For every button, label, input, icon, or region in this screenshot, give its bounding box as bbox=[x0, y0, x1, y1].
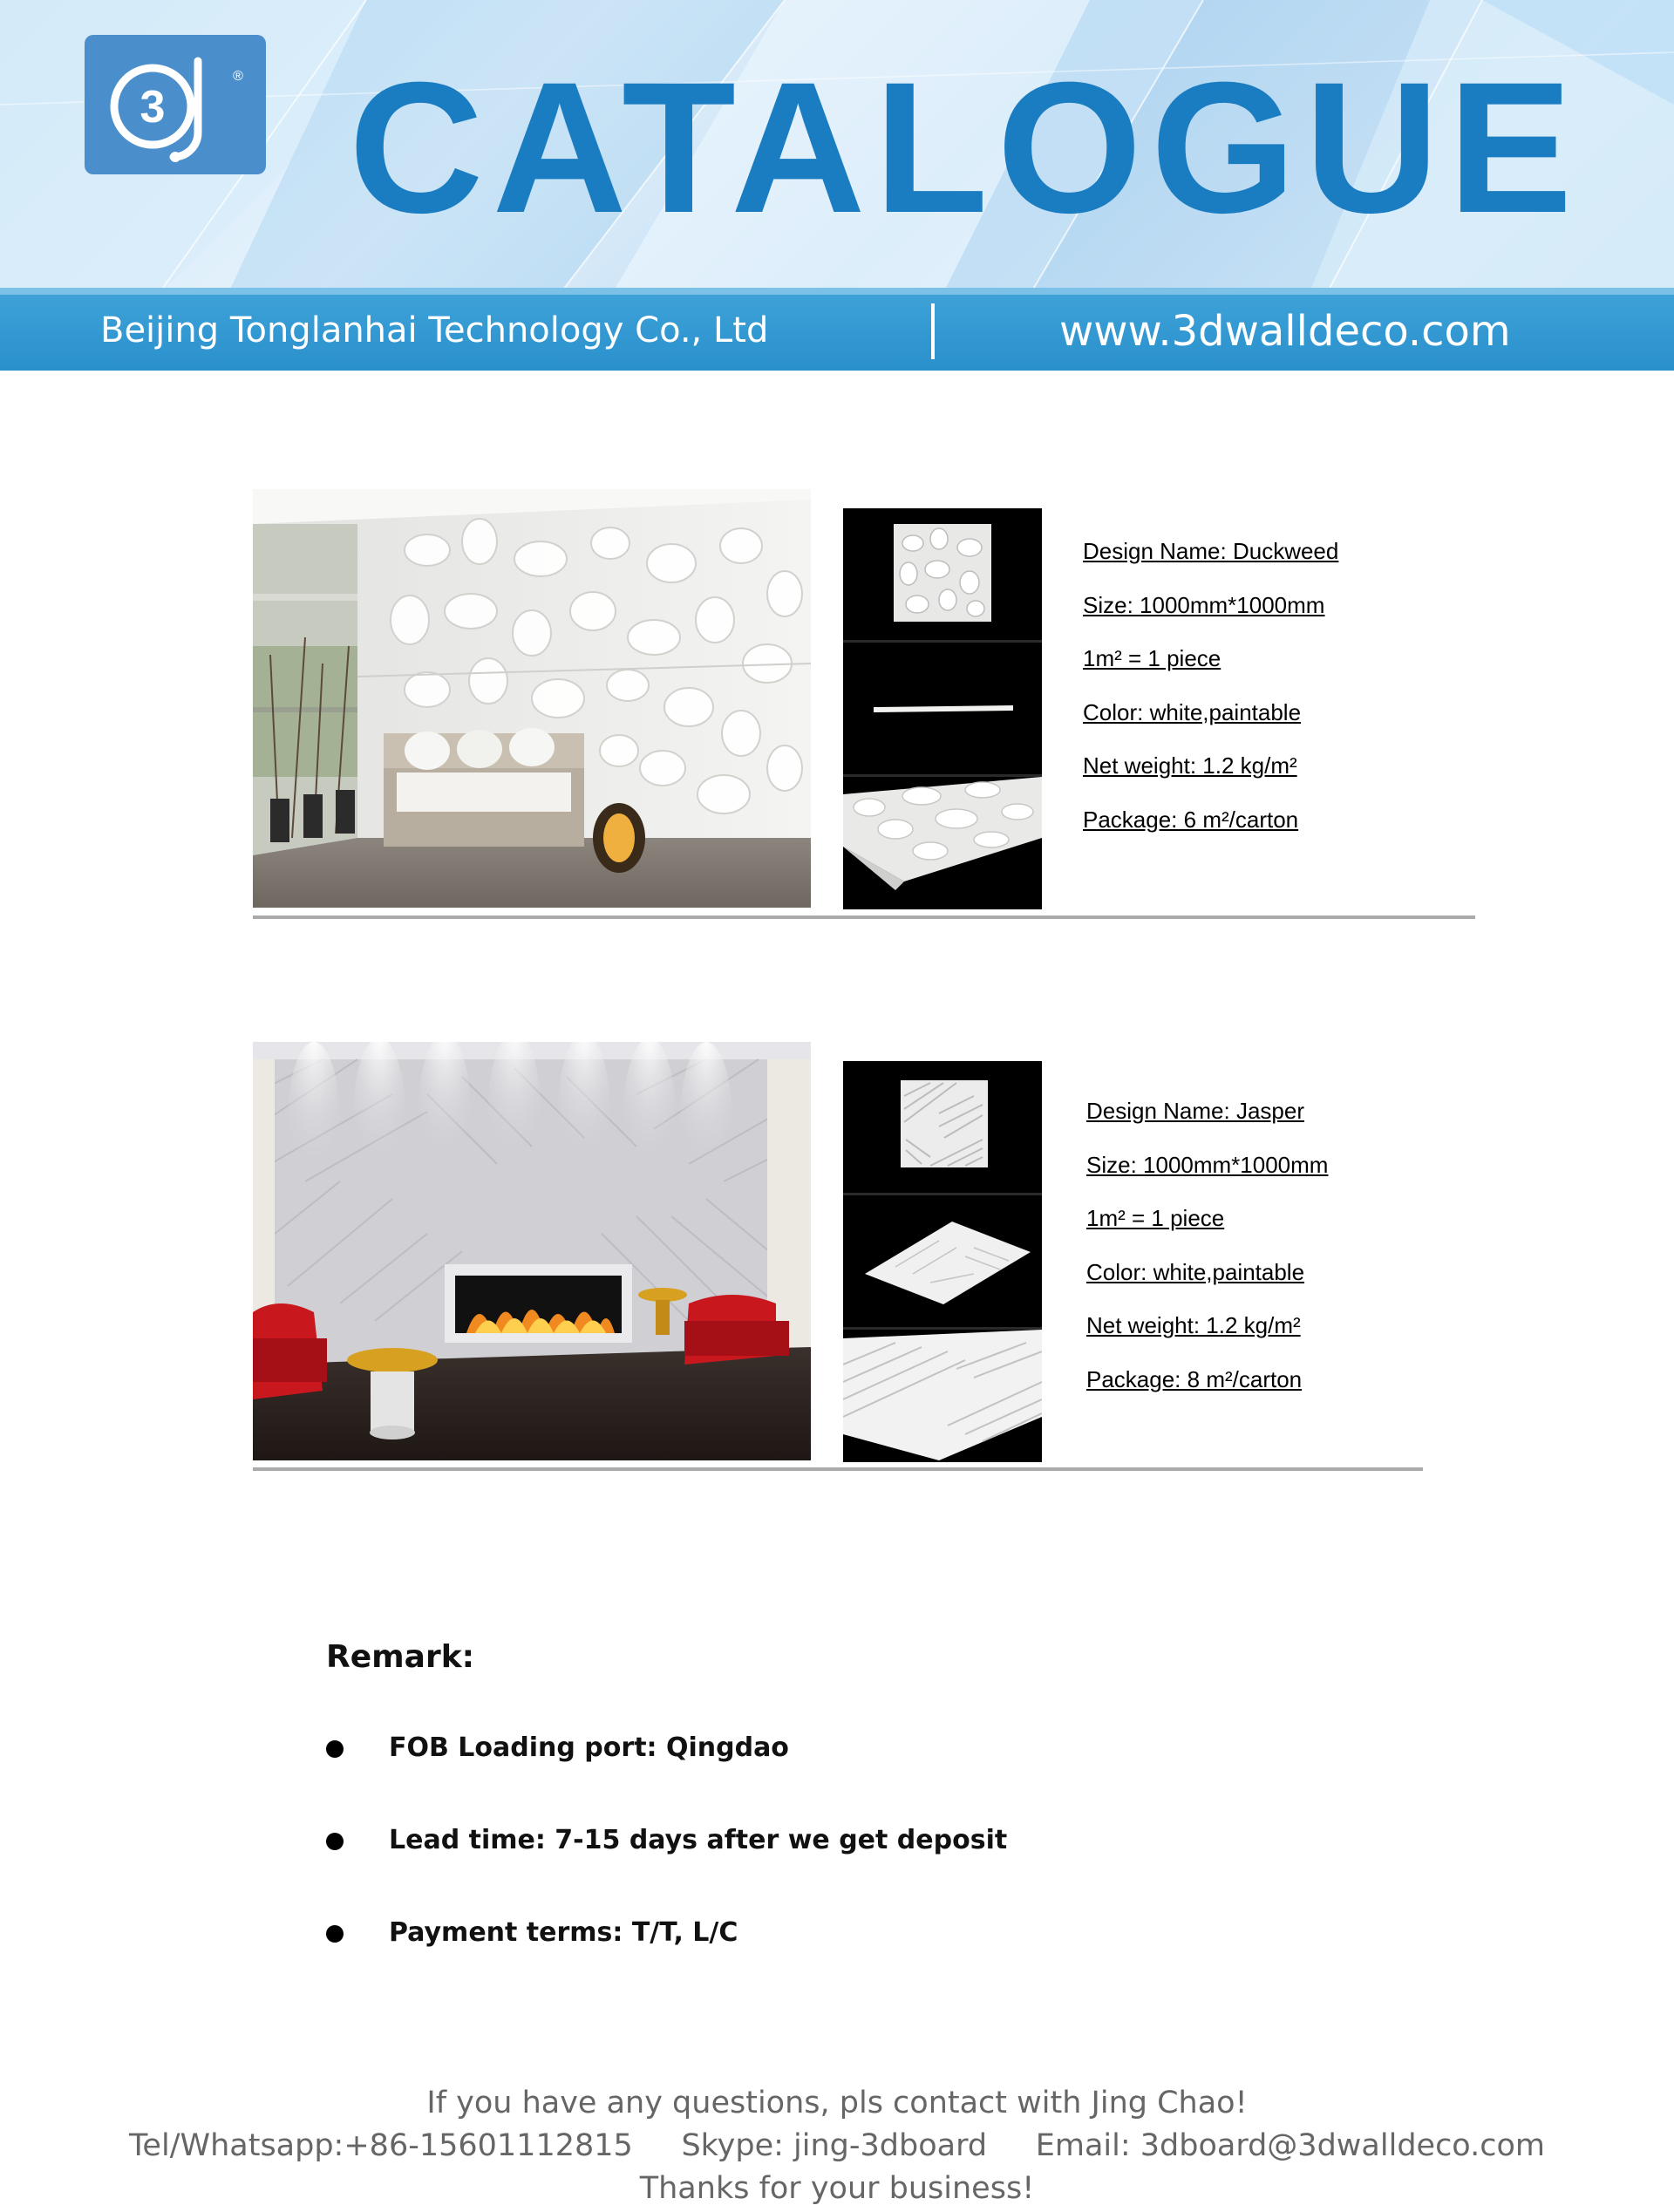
footer-tel[interactable]: Tel/Whatsapp:+86-15601112815 bbox=[129, 2128, 633, 2163]
jasper-spec-list bbox=[1086, 1098, 1328, 1419]
spec-pieces: 1m² = 1 piece bbox=[1086, 1205, 1225, 1231]
bullet-icon bbox=[326, 1833, 344, 1850]
spec-package: Package: 8 m²/carton bbox=[1086, 1365, 1303, 1392]
registered-mark: ® bbox=[233, 69, 243, 84]
bullet-icon bbox=[326, 1925, 344, 1943]
jasper-tile-angle-view bbox=[843, 1195, 1042, 1326]
footer-email[interactable]: Email: 3dboard@3dwalldeco.com bbox=[1035, 2128, 1545, 2163]
spec-net-weight: Net weight: 1.2 kg/m² bbox=[1083, 752, 1297, 779]
product-divider bbox=[253, 915, 1475, 919]
jasper-tile-front-view bbox=[843, 1061, 1042, 1192]
spec-pieces: 1m² = 1 piece bbox=[1083, 645, 1221, 671]
bullet-icon bbox=[326, 1740, 344, 1758]
footer-thanks: Thanks for your business! bbox=[639, 2171, 1035, 2206]
page-title: CATALOGUE bbox=[349, 44, 1582, 252]
footer-question: If you have any questions, pls contact with Jing Chao! bbox=[426, 2086, 1248, 2120]
catalogue-header bbox=[0, 0, 1674, 371]
spec-color: Color: white,paintable bbox=[1083, 698, 1302, 725]
remark-title: Remark: bbox=[326, 1639, 475, 1675]
company-logo bbox=[85, 35, 266, 174]
spec-size: Size: 1000mm*1000mm bbox=[1083, 591, 1325, 618]
remark-item-loading-port bbox=[326, 1731, 1007, 1823]
remark-text: Payment terms: T/T, L/C bbox=[389, 1917, 738, 1948]
duckweed-tile-thumbnails bbox=[843, 508, 1042, 909]
logo-3d-icon bbox=[85, 35, 266, 174]
logo-text: 3 bbox=[140, 82, 166, 133]
remark-list bbox=[326, 1731, 1007, 2008]
duckweed-spec-list bbox=[1083, 538, 1338, 860]
duckweed-room-photo bbox=[253, 489, 811, 908]
company-name: Beijing Tonglanhai Technology Co., Ltd bbox=[100, 310, 769, 351]
spec-package: Package: 6 m²/carton bbox=[1083, 806, 1299, 833]
jasper-tile-thumbnails bbox=[843, 1061, 1042, 1462]
header-bar bbox=[0, 295, 1674, 371]
product-divider bbox=[253, 1467, 1423, 1471]
remark-item-lead-time bbox=[326, 1823, 1007, 1916]
duckweed-tile-angle-view bbox=[843, 777, 1042, 908]
remark-text: FOB Loading port: Qingdao bbox=[389, 1732, 789, 1763]
spec-design-name: Design Name: Jasper bbox=[1086, 1098, 1304, 1124]
spec-color: Color: white,paintable bbox=[1086, 1258, 1305, 1285]
remark-item-payment-terms bbox=[326, 1916, 1007, 2008]
spec-size: Size: 1000mm*1000mm bbox=[1086, 1151, 1329, 1178]
header-divider bbox=[931, 303, 935, 359]
spec-net-weight: Net weight: 1.2 kg/m² bbox=[1086, 1312, 1301, 1338]
spec-design-name: Design Name: Duckweed bbox=[1083, 538, 1339, 564]
contact-footer bbox=[0, 2082, 1674, 2210]
jasper-tile-detail-view bbox=[843, 1330, 1042, 1460]
footer-skype[interactable]: Skype: jing-3dboard bbox=[681, 2128, 988, 2163]
footer-contacts bbox=[0, 2125, 1674, 2168]
remark-text: Lead time: 7-15 days after we get deposit bbox=[389, 1825, 1008, 1855]
website-link[interactable]: www.3dwalldeco.com bbox=[1059, 307, 1511, 356]
jasper-room-photo bbox=[253, 1042, 811, 1460]
duckweed-tile-front-view bbox=[843, 508, 1042, 639]
duckweed-tile-side-view bbox=[843, 643, 1042, 773]
